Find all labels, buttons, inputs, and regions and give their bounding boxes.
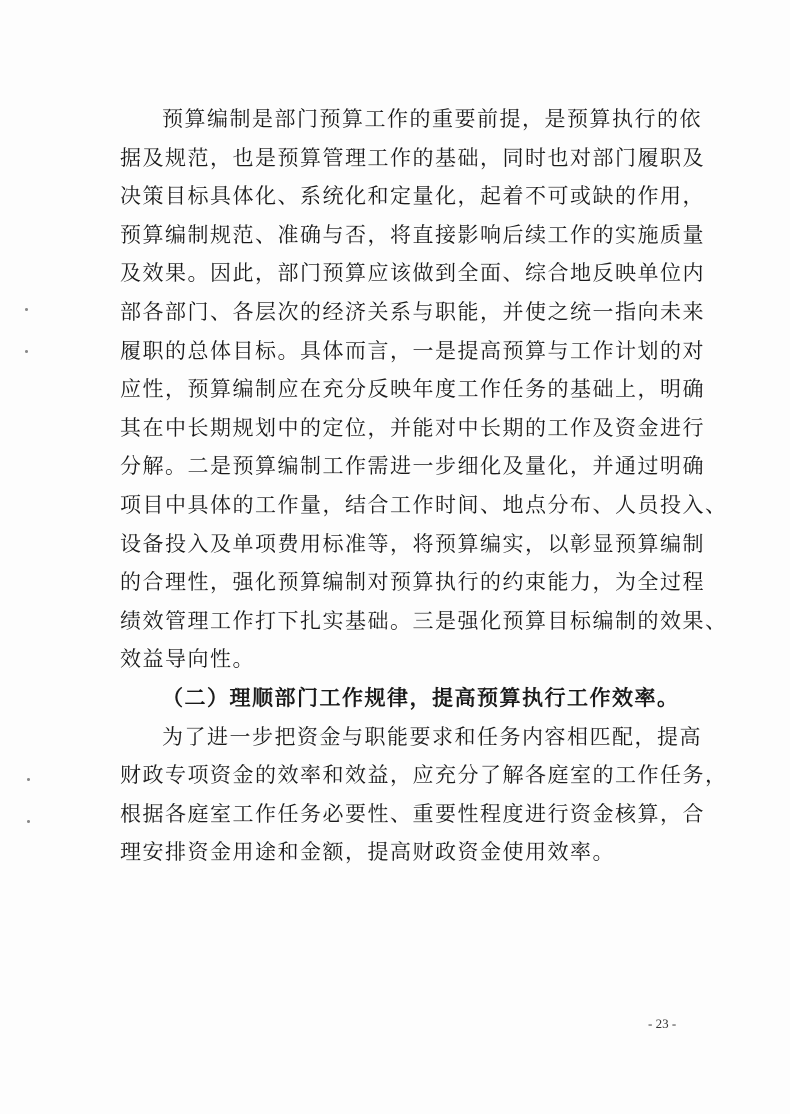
scan-speck (27, 820, 30, 823)
page-number: - 23 - (648, 1016, 677, 1031)
text-line: 效益导向性。 (120, 647, 255, 672)
text-line: 的合理性，强化预算编制对预算执行的约束能力，为全过程 (120, 570, 705, 595)
text-line: 财政专项资金的效率和效益，应充分了解各庭室的工作任务， (120, 763, 728, 788)
text-line: 其在中长期规划中的定位，并能对中长期的工作及资金进行 (120, 415, 705, 440)
text-line: 据及规范，也是预算管理工作的基础，同时也对部门履职及 (120, 145, 705, 170)
text-line: 理安排资金用途和金额，提高财政资金使用效率。 (120, 840, 615, 865)
text-line: 为了进一步把资金与职能要求和任务内容相匹配，提高 (162, 724, 702, 749)
text-line: 预算编制是部门预算工作的重要前提，是预算执行的依 (162, 107, 702, 131)
text-line: 预算编制规范、准确与否，将直接影响后续工作的实施质量 (120, 222, 705, 247)
body-text (120, 100, 728, 872)
text-line: 及效果。因此，部门预算应该做到全面、综合地反映单位内 (120, 261, 705, 286)
text-line: 应性，预算编制应在充分反映年度工作任务的基础上，明确 (120, 377, 705, 402)
text-line: 部各部门、各层次的经济关系与职能，并使之统一指向未来 (120, 299, 705, 324)
text-line: 根据各庭室工作任务必要性、重要性程度进行资金核算，合 (120, 801, 705, 826)
text-line: 绩效管理工作打下扎实基础。三是强化预算目标编制的效果、 (120, 608, 728, 633)
scan-speck (27, 778, 30, 781)
text-line: 决策目标具体化、系统化和定量化，起着不可或缺的作用， (120, 184, 705, 209)
paragraph-1 (120, 100, 728, 679)
scan-speck (25, 308, 28, 311)
scan-speck (25, 350, 28, 353)
text-line: 设备投入及单项费用标准等，将预算编实，以彰显预算编制 (120, 531, 705, 556)
text-line: 项目中具体的工作量，结合工作时间、地点分布、人员投入、 (120, 492, 728, 517)
paragraph-2 (120, 718, 728, 872)
section-heading: （二）理顺部门工作规律，提高预算执行工作效率。 (162, 684, 680, 710)
text-line: 履职的总体目标。具体而言，一是提高预算与工作计划的对 (120, 338, 705, 363)
text-line: 分解。二是预算编制工作需进一步细化及量化，并通过明确 (120, 454, 705, 479)
